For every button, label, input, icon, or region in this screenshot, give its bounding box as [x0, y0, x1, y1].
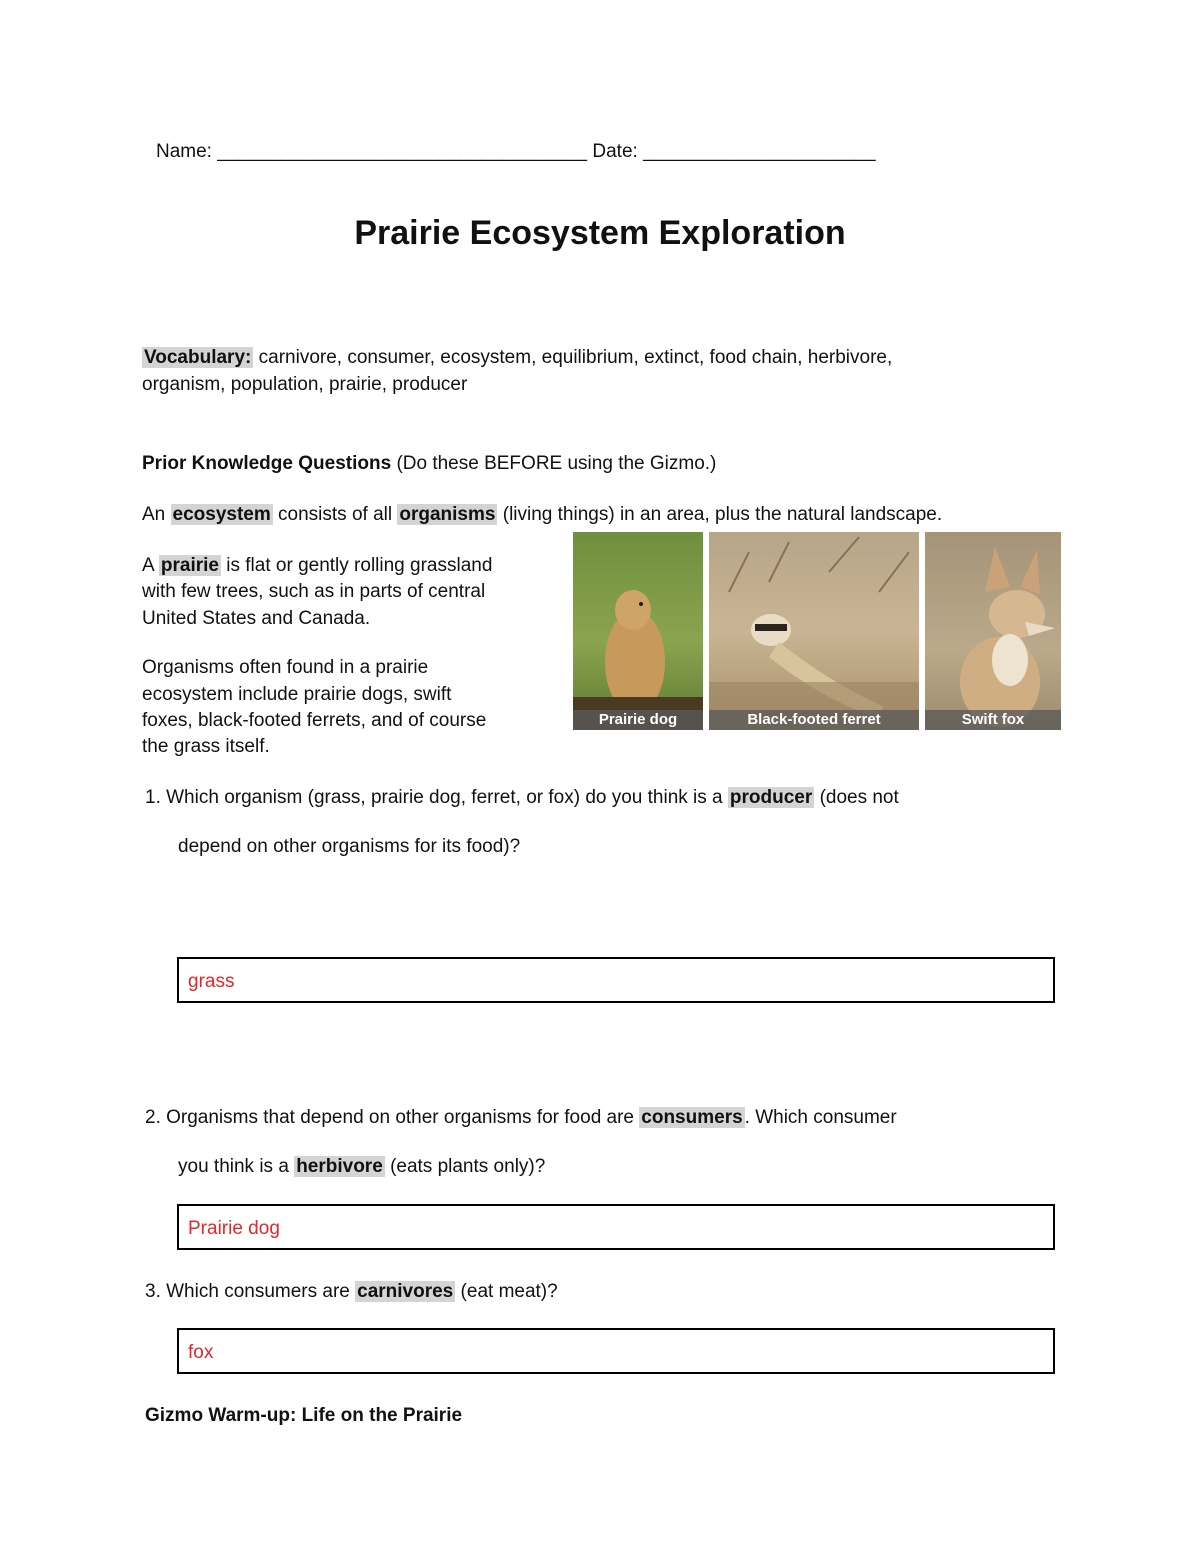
prior-knowledge-title: Prior Knowledge Questions — [142, 453, 392, 474]
text-span: 2. Organisms that depend on other organisms for food are — [145, 1107, 634, 1128]
term-herbivore: herbivore — [296, 1156, 383, 1177]
text-span: An — [142, 504, 166, 525]
vocabulary-terms-1: carnivore, consumer, ecosystem, equilibrium, extinct, food chain, herbivore, — [258, 347, 893, 368]
vocabulary-line-2: organism, population, prairie, producer — [142, 374, 468, 395]
prior-knowledge-heading — [142, 453, 716, 475]
name-date-line — [156, 141, 876, 163]
answer-box-1[interactable] — [177, 957, 1055, 1003]
ferret-photo — [709, 532, 919, 730]
question-3-line — [145, 1281, 558, 1303]
ecosystem-sentence — [142, 504, 942, 526]
swift-fox-photo — [925, 532, 1061, 730]
name-label: Name: — [156, 141, 212, 162]
organisms-line-3: foxes, black-footed ferrets, and of course — [142, 710, 487, 731]
text-span: (does not — [819, 787, 899, 808]
date-label: Date: — [592, 141, 638, 162]
text-span: (living things) in an area, plus the natural landscape. — [502, 504, 943, 525]
swift-fox-caption: Swift fox — [925, 710, 1061, 730]
vocabulary-line-1 — [142, 347, 892, 369]
text-span: consists of all — [278, 504, 393, 525]
text-span: 1. Which organism (grass, prairie dog, ferret, or fox) do you think is a — [145, 787, 723, 808]
text-span: (eat meat)? — [460, 1281, 558, 1302]
question-1-line-1 — [145, 787, 899, 809]
prairie-dog-photo — [573, 532, 703, 730]
answer-box-3[interactable] — [177, 1328, 1055, 1374]
text-span: . Which consumer — [744, 1107, 897, 1128]
ferret-figure — [709, 532, 919, 730]
question-2-line-1 — [145, 1107, 897, 1129]
term-organisms: organisms — [399, 504, 496, 525]
text-span: is flat or gently rolling grassland — [226, 555, 493, 576]
prairie-dog-figure — [573, 532, 703, 730]
date-blank[interactable]: ______________________ — [643, 141, 876, 162]
vocabulary-label: Vocabulary: — [144, 347, 252, 368]
answer-3-text: fox — [188, 1342, 214, 1363]
prairie-dog-caption: Prairie dog — [573, 710, 703, 730]
organisms-line-4: the grass itself. — [142, 736, 270, 757]
warmup-heading: Gizmo Warm-up: Life on the Prairie — [145, 1405, 463, 1426]
swift-fox-figure — [925, 532, 1061, 730]
term-prairie: prairie — [160, 555, 219, 576]
term-ecosystem: ecosystem — [172, 504, 271, 525]
prairie-line-1 — [142, 555, 492, 577]
prairie-line-2: with few trees, such as in parts of central — [142, 581, 486, 602]
prairie-line-3: United States and Canada. — [142, 608, 371, 629]
question-1-line-2: depend on other organisms for its food)? — [178, 836, 521, 857]
ferret-caption: Black-footed ferret — [709, 710, 919, 730]
organisms-line-2: ecosystem include prairie dogs, swift — [142, 684, 452, 705]
text-span: (eats plants only)? — [390, 1156, 546, 1177]
organisms-line-1: Organisms often found in a prairie — [142, 657, 429, 678]
text-span: 3. Which consumers are — [145, 1281, 350, 1302]
term-consumers: consumers — [641, 1107, 743, 1128]
name-blank[interactable]: ___________________________________ — [217, 141, 588, 162]
term-carnivores: carnivores — [357, 1281, 454, 1302]
answer-2-text: Prairie dog — [188, 1218, 280, 1239]
answer-box-2[interactable] — [177, 1204, 1055, 1250]
page-title: Prairie Ecosystem Exploration — [354, 214, 846, 252]
text-span: you think is a — [178, 1156, 289, 1177]
text-span: A — [142, 555, 154, 576]
question-2-line-2 — [178, 1156, 545, 1178]
answer-1-text: grass — [188, 971, 235, 992]
term-producer: producer — [729, 787, 813, 808]
prior-knowledge-note: (Do these BEFORE using the Gizmo.) — [396, 453, 717, 474]
